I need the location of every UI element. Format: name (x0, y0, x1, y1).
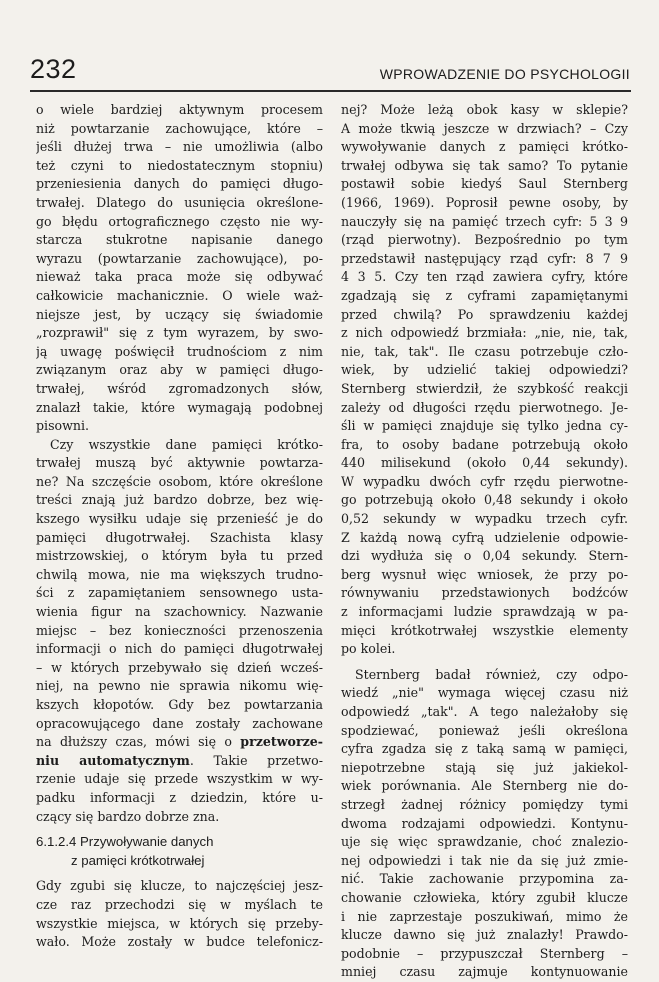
text-line: (1966, 1969). Poprosił pewne osoby, by (341, 194, 628, 210)
section-heading (36, 833, 323, 870)
text-line: przedstawił następujący rząd cyfr: 8 7 9 (341, 250, 628, 266)
text-line: równywaniu przedstawionych bodźców (341, 585, 628, 601)
text-line: go potrzebują około 0,48 sekundy i około (341, 492, 628, 508)
text-run: na dłuższy czas, mówi się o (36, 734, 232, 750)
text-line: cyfra zgadza się z taką samą w pamięci, (341, 741, 628, 757)
text-line: wiek, by udzielić takiej odpowiedzi? (341, 362, 628, 378)
text-line: treści znają już bardzo dobrze, bez wię- (36, 492, 323, 508)
text-line: informacji o nich do pamięci długotrwałej (36, 641, 323, 657)
text-line: trwałej. Dlatego do usunięcia określone- (36, 194, 323, 210)
text-line: chwilą mowa, nie ma większych trudno- (36, 566, 323, 582)
text-line: trwałej muszą być aktywnie powtarza- (36, 455, 323, 471)
text-line: Sternberg badał również, czy odpo- (355, 666, 628, 682)
spacer (341, 659, 628, 666)
text-line: niej, na pewno nie sprawia nikomu wię- (36, 678, 323, 694)
text-line (36, 752, 323, 771)
paragraph (36, 101, 323, 436)
section-title-line-2: z pamięci krótkotrwałej (71, 852, 205, 868)
text-line: 0,52 sekundy w wypadku trzech cyfr. (341, 511, 628, 527)
text-line: klucze dawno się już znalazły! Prawdo- (341, 927, 628, 943)
text-line: spodziewać, ponieważ jeśli określona (341, 722, 628, 738)
text-line: 4 3 5. Czy ten rząd zawiera cyfry, które (341, 269, 628, 285)
text-line: przeniesienia danych do pamięci długo- (36, 176, 323, 192)
text-line: kszego wysiłku udaje się przenieść je do (36, 511, 323, 527)
text-line: odpowiedź „tak". A tego należałoby się (341, 704, 628, 719)
text-line: Z każdą nową cyfrą udzielenie odpowie- (341, 529, 628, 545)
text-line: niż powtarzanie zachowujące, które – (36, 120, 323, 136)
text-line: mięci krótkotrwałej wszystkie elementy (341, 622, 628, 638)
text-line: mistrzowskiej, o którym była tu przed (36, 548, 323, 564)
paragraph (36, 877, 323, 951)
text-line: wało. Może zostały w budce telefonicz- (36, 934, 323, 950)
section-title: Przywoływanie danych (80, 834, 214, 850)
text-line: niejsze jest, by uczący się świadomie (36, 306, 323, 322)
paragraph (341, 101, 628, 659)
text-line: nić. Takie zachowanie przypomina za- (341, 871, 628, 887)
text-line: dwoma rodzajami odpowiedzi. Kontynu- (341, 815, 628, 831)
text-line: nauczyły się na pamięć trzech cyfr: 5 3 9 (341, 213, 628, 229)
text-line: też czyni to niedostatecznym stopniu) (36, 157, 323, 173)
text-line: kszych kłopotów. Gdy bez powtarzania (36, 697, 323, 712)
text-line: pamięci długotrwałej. Szachista klasy (36, 529, 323, 545)
text-line: Sternberg stwierdził, że szybkość reakcji (341, 380, 628, 396)
text-line: – w których przebywało się dzień wcześ- (36, 659, 323, 675)
text-line: wywoływanie danych z pamięci krótko- (341, 139, 628, 155)
text-line: pisowni. (36, 418, 90, 434)
text-line: z nich odpowiedź brzmiała: „nie, nie, tak, (341, 325, 628, 341)
text-line: (rząd pierwotny). Bezpośrednio po tym (341, 232, 628, 248)
text-line: jeśli dłużej trwa – nie umożliwia (albo (36, 139, 323, 155)
text-line: strzegł żadnej różnicy pomiędzy tymi (341, 796, 628, 812)
text-line: o wiele bardziej aktywnym procesem (36, 102, 323, 117)
text-line: uje się więc sprawdzanie, choć znalezio- (341, 834, 628, 850)
text-line: A może tkwią jeszcze w drzwiach? – Czy (341, 120, 628, 136)
text-line: miejsc – bez konieczności przenoszenia (36, 622, 323, 638)
text-line: nieważ taka praca może się odbywać (36, 269, 323, 285)
running-title: WPROWADZENIE DO PSYCHOLOGII (379, 66, 630, 82)
text-line: go błędu ortograficznego często nie wy- (36, 213, 323, 229)
text-line: cze raz przechodzi się w myślach te (36, 896, 323, 912)
text-line: z informacjami ludzie sprawdzają w pa- (341, 604, 628, 620)
text-line: nej? Może leżą obok kasy w sklepie? (341, 102, 628, 117)
key-term: przetworze- (240, 734, 323, 750)
text-line: wszystkie miejsca, w których się przeby- (36, 915, 323, 931)
text-line: po kolei. (341, 641, 396, 657)
text-line: opracowującego dane zostały zachowane (36, 715, 323, 731)
text-line: wiek porównania. Ale Sternberg nie do- (341, 778, 628, 794)
text-line (36, 733, 323, 752)
text-line: mniej czasu zajmuje kontynuowanie (341, 964, 628, 980)
text-line: zgadzają się z cyframi zapamiętanymi (341, 287, 628, 303)
text-line: śli w pamięci znajduje się tylko jedna cy- (341, 418, 628, 434)
spacer (36, 826, 323, 833)
text-line: Czy wszystkie dane pamięci krótko- (50, 436, 323, 452)
text-line: dzi wydłuża się o 0,04 sekundy. Stern- (341, 548, 628, 564)
text-line: przed chwilą? Po sprawdzeniu każdej (341, 306, 628, 322)
text-line: chowanie człowieka, który zgubił klucze (341, 889, 628, 905)
text-line: postawił sobie kiedyś Saul Sternberg (341, 176, 628, 192)
text-line: rzenie udaje się przede wszystkim w wy- (36, 771, 323, 787)
text-line: W wypadku dwóch cyfr rzędu pierwotne- (341, 473, 628, 489)
text-line: niepotrzebne stają się już jakiekol- (341, 759, 628, 775)
right-column (341, 101, 628, 982)
text-line: wienia figur na szachownicy. Nazwanie (36, 604, 323, 620)
text-line: trwałej, wśród zgromadzonych słów, (36, 380, 323, 396)
text-line: starcza stukrotne napisanie danego (36, 232, 323, 248)
section-number: 6.1.2.4 (36, 834, 77, 850)
section-heading-line (36, 833, 323, 852)
text-line: 440 milisekund (około 0,44 sekundy). (341, 455, 628, 471)
paragraph (341, 666, 628, 982)
text-line: całkowicie machanicznie. O wiele waż- (36, 287, 323, 303)
text-line: zależy od długości rzędu pierwotnego. Je- (341, 399, 628, 415)
text-line: „rozprawił" się z tym wyrazem, by swo- (36, 325, 323, 341)
paragraph (36, 436, 323, 826)
text-line: nie, tak, tak". Ile czasu potrzebuje czło- (341, 343, 628, 359)
text-line: czący się bardzo dobrze zna. (36, 808, 220, 824)
page-header (30, 56, 630, 88)
text-line: berg wysnuł więc wniosek, że przy po- (341, 566, 628, 582)
page-number: 232 (30, 54, 77, 84)
text-line: nej odpowiedzi i tak nie da się już zmie- (341, 852, 628, 868)
text-line: wyrazu (powtarzanie zachowujące), po- (36, 250, 323, 266)
key-term: niu automatycznym (36, 752, 190, 768)
header-rule (30, 90, 631, 92)
text-line: wiedź „nie" wymaga więcej czasu niż (341, 685, 628, 701)
text-line: ści z zapamiętaniem sensownego usta- (36, 585, 323, 601)
text-line: Gdy zgubi się klucze, to najczęściej jesz- (36, 878, 323, 894)
text-run: . Takie przetwo- (189, 752, 323, 768)
text-line: związanym oraz aby w pamięci długo- (36, 362, 323, 378)
spacer (36, 870, 323, 877)
left-column (36, 101, 323, 952)
text-line: ne? Na szczęście osobom, które określone (36, 473, 323, 489)
text-line: znalazł takie, które wymagają podobnej (36, 399, 323, 415)
text-line: podobnie – przypuszczał Sternberg – (341, 945, 628, 961)
text-line: ją uwagę poświęcił trudnościom z nim (36, 343, 323, 359)
text-line: padku informacji z dziedzin, które u- (36, 789, 323, 805)
text-line: i nie zaprzestaje poszukiwań, mimo że (341, 908, 628, 924)
text-line: trwałej odbywa się tak samo? To pytanie (341, 157, 628, 173)
text-line: fra, to osoby badane potrzebują około (341, 436, 628, 452)
